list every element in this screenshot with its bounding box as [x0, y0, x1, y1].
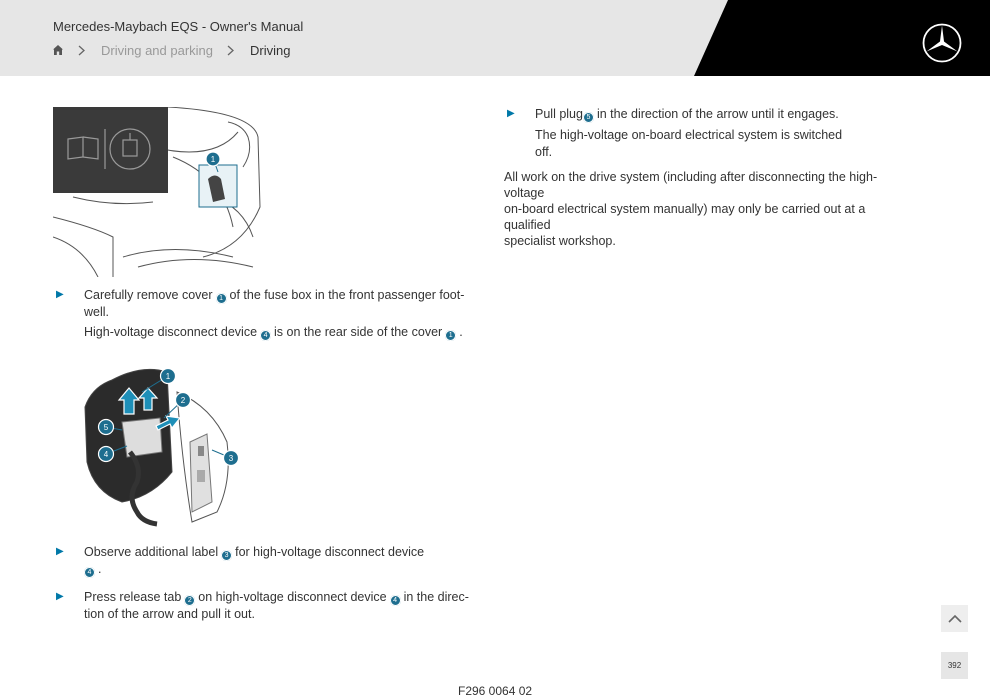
fuse-box-cover-illustration [53, 107, 261, 277]
workshop-notice [504, 169, 914, 249]
step-text: Carefully remove cover [84, 288, 213, 302]
step-text: in the direc- [403, 590, 469, 604]
step-arrow-icon: ▶ [507, 108, 515, 119]
step-note: . [459, 324, 463, 339]
callout-badge: 4 [260, 330, 271, 341]
step-text: Observe additional label [84, 545, 219, 559]
step-text: on high-voltage disconnect device [198, 590, 387, 604]
step-note: The high-voltage on-board electrical system is switched [535, 128, 843, 142]
breadcrumb [52, 42, 290, 58]
fig2-callout-4: 4 [103, 450, 109, 459]
mercedes-star-logo[interactable] [921, 22, 963, 64]
step-observe-label [56, 544, 474, 578]
step-text: of the fuse box in the front passenger foot- [229, 288, 465, 302]
step-text: Press release tab [84, 590, 182, 604]
fig2-callout-1: 1 [165, 372, 171, 381]
breadcrumb-driving-and-parking[interactable]: Driving and parking [101, 42, 214, 58]
callout-badge: 3 [221, 550, 232, 561]
step-text: tion of the arrow and pull it out. [84, 607, 255, 621]
breadcrumb-driving: Driving [250, 42, 291, 58]
callout-badge: 4 [390, 595, 401, 606]
fig2-callout-5: 5 [103, 423, 109, 432]
step-arrow-icon: ▶ [56, 591, 64, 602]
chevron-up-icon [948, 614, 962, 623]
notice-line: specialist workshop. [504, 234, 616, 248]
scroll-to-top-button[interactable] [941, 605, 968, 632]
step-text: for high-voltage disconnect device [235, 545, 425, 559]
step-note: is on the rear side of the cover [274, 324, 443, 339]
step-note: off. [535, 144, 553, 159]
step-arrow-icon: ▶ [56, 546, 64, 557]
step-pull-plug [507, 106, 865, 160]
step-arrow-icon: ▶ [56, 289, 64, 300]
home-icon[interactable] [52, 44, 64, 56]
fig2-callout-2: 2 [180, 396, 186, 405]
notice-line: All work on the drive system (including after disconnecting the high-voltage [504, 170, 878, 200]
step-text: Pull plug [535, 107, 583, 121]
step-text: in the direction of the arrow until it engages. [596, 107, 839, 121]
callout-badge: 4 [84, 567, 95, 578]
chevron-right-icon [227, 45, 234, 56]
step-note: High-voltage disconnect device [84, 324, 258, 339]
step-remove-cover [56, 287, 474, 341]
fig2-callout-3: 3 [228, 454, 234, 463]
figure-code: F296 0064 02 [458, 684, 533, 698]
callout-badge: 1 [216, 293, 227, 304]
step-text: well. [84, 305, 110, 319]
hv-disconnect-device-illustration [82, 362, 244, 534]
notice-line: on-board electrical system manually) may only be carried out at a qualified [504, 202, 866, 232]
callout-badge: 2 [184, 595, 195, 606]
step-press-release-tab [56, 589, 474, 623]
chevron-right-icon [78, 45, 85, 56]
callout-badge: 1 [445, 330, 456, 341]
fig1-callout-1: 1 [210, 155, 216, 164]
step-text: . [98, 562, 102, 576]
page-number-button[interactable]: 392 [941, 652, 968, 679]
manual-title: Mercedes-Maybach EQS - Owner's Manual [53, 19, 304, 34]
callout-badge: 5 [583, 112, 594, 123]
